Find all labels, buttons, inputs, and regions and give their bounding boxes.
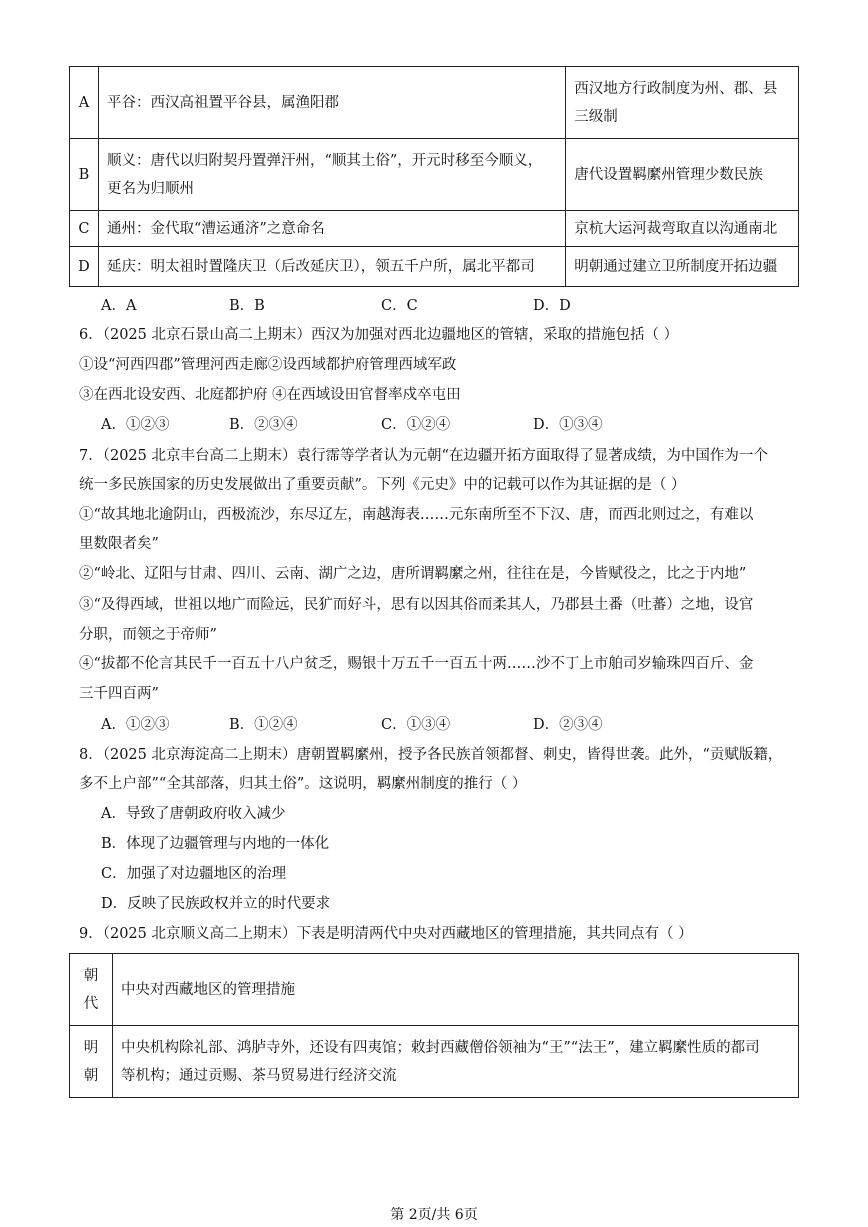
- q7-stem: 统一多民族国家的历史发展做出了重要贡献”。下列《元史》中的记载可以作为其证据的是（ ）: [79, 477, 686, 493]
- option-c[interactable]: C．加强了对边疆地区的治理: [101, 866, 287, 882]
- option-a[interactable]: A．①②③: [101, 417, 170, 433]
- row-content: 通州：金代取“漕运通济”之意命名: [98, 211, 565, 247]
- option-b[interactable]: B．体现了边疆管理与内地的一体化: [101, 836, 330, 852]
- table-row: [70, 954, 799, 1026]
- row-label: A: [70, 67, 99, 139]
- table-row: [70, 139, 799, 211]
- q8-stem: 8．（2025 北京海淀高二上期末）唐朝置羁縻州，授予各民族首领都督、刺史，皆得世袭。此外，“贡赋版籍，: [79, 747, 783, 763]
- table-row: [70, 1026, 799, 1098]
- option-a[interactable]: A．①②③: [101, 717, 170, 733]
- option-d[interactable]: D．①③④: [533, 417, 603, 433]
- q7-item: ①“故其地北逾阴山，西极流沙，东尽辽左，南越海表……元东南所至不下汉、唐，而西北则过之，有难以: [79, 507, 754, 523]
- row-label: D: [70, 247, 99, 287]
- option-d[interactable]: D．②③④: [533, 717, 603, 733]
- q7-options: [101, 715, 603, 735]
- q7-item: ③“及得西域，世祖以地广而险远，民犷而好斗，思有以因其俗而柔其人，乃郡县土番（吐蕃）之地，设官: [79, 597, 754, 613]
- page-number: 第 2页/共 6页: [390, 1207, 478, 1223]
- option-b[interactable]: B．②③④: [229, 417, 298, 433]
- measures-header: 中央对西藏地区的管理措施: [112, 954, 798, 1026]
- option-a[interactable]: A．导致了唐朝政府收入减少: [101, 806, 286, 822]
- option-c[interactable]: C．C: [381, 298, 418, 314]
- row-label: C: [70, 211, 99, 247]
- row-conclusion: 明朝通过建立卫所制度开拓边疆: [566, 247, 799, 287]
- row-conclusion: 京杭大运河裁弯取直以沟通南北: [566, 211, 799, 247]
- table-row: [70, 247, 799, 287]
- option-d[interactable]: D．D: [533, 298, 571, 314]
- q7-item: 分职，而领之于帝师”: [79, 627, 217, 643]
- row-conclusion: 西汉地方行政制度为州、郡、县 三级制: [566, 67, 799, 139]
- option-d[interactable]: D．反映了民族政权并立的时代要求: [101, 896, 331, 912]
- q6-stem: 6．（2025 北京石景山高二上期末）西汉为加强对西北边疆地区的管辖，采取的措施包括（ ）: [79, 327, 679, 343]
- q5-options: [101, 296, 571, 316]
- q7-item: 里数限者矣”: [79, 536, 159, 552]
- q9-stem: 9．（2025 北京顺义高二上期末）下表是明清两代中央对西藏地区的管理措施，其共同点有（ ）: [79, 926, 693, 942]
- q6-item: ①设“河西四郡”管理河西走廊②设西域都护府管理西域军政: [79, 357, 457, 373]
- q7-item: ②“岭北、辽阳与甘肃、四川、云南、湖广之边，唐所谓羁縻之州，往往在是，今皆赋役之，比之于内地”: [79, 566, 747, 582]
- option-c[interactable]: C．①②④: [381, 417, 451, 433]
- q7-item: 三千四百两”: [79, 686, 159, 702]
- row-content: 延庆：明太祖时置隆庆卫（后改延庆卫），领五千户所，属北平都司: [98, 247, 565, 287]
- table-tibet-management: [69, 953, 799, 1098]
- row-label: B: [70, 139, 99, 211]
- option-b[interactable]: B．B: [229, 298, 265, 314]
- q8-stem: 多不上户部”“全其部落，归其土俗”。这说明，羁縻州制度的推行（ ）: [79, 776, 527, 792]
- row-content: 平谷：西汉高祖置平谷县，属渔阳郡: [98, 67, 565, 139]
- q7-item: ④“拔都不伦言其民千一百五十八户贫乏，赐银十万五千一百五十两……沙不丁上市舶司岁输珠四百斤、金: [79, 656, 754, 672]
- table-row: [70, 211, 799, 247]
- measures-cell: 中央机构除礼部、鸿胪寺外，还设有四夷馆；敕封西藏僧俗领袖为“王”“法王”，建立羁縻性质的都司 等机构；通过贡赐、茶马贸易进行经济交流: [112, 1026, 798, 1098]
- row-content: 顺义：唐代以归附契丹置弹汗州，“顺其土俗”，开元时移至今顺义， 更名为归顺州: [98, 139, 565, 211]
- option-c[interactable]: C．①③④: [381, 717, 451, 733]
- dynasty-cell: 明 朝: [70, 1026, 113, 1098]
- q7-stem: 7．（2025 北京丰台高二上期末）袁行霈等学者认为元朝“在边疆开拓方面取得了显著成绩，为中国作为一个: [79, 448, 768, 464]
- table-region-naming: [69, 66, 799, 287]
- row-conclusion: 唐代设置羁縻州管理少数民族: [566, 139, 799, 211]
- q6-item: ③在西北设安西、北庭都护府 ④在西域设田官督率戍卒屯田: [79, 387, 461, 403]
- q6-options: [101, 415, 603, 435]
- table-row: [70, 67, 799, 139]
- option-b[interactable]: B．①②④: [229, 717, 298, 733]
- option-a[interactable]: A．A: [101, 298, 137, 314]
- dynasty-header: 朝 代: [70, 954, 113, 1026]
